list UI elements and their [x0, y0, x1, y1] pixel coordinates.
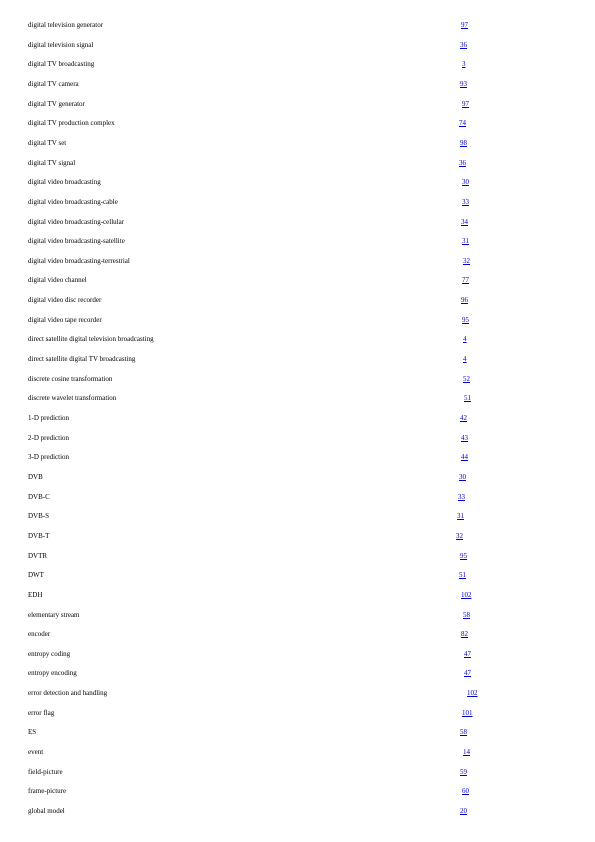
index-entry: [0, 786, 595, 800]
page-number-link[interactable]: 47: [464, 669, 471, 678]
page-number-link[interactable]: 58: [460, 728, 467, 737]
index-term: digital video tape recorder: [28, 315, 102, 324]
index-entry: [0, 708, 595, 722]
index-term: frame-picture: [28, 787, 67, 796]
index-term: digital TV broadcasting: [28, 60, 95, 69]
index-entry: [0, 629, 595, 643]
page-number-link[interactable]: 95: [462, 315, 469, 324]
index-entry: [0, 59, 595, 73]
page-number-link[interactable]: 43: [461, 433, 468, 442]
index-entry: [0, 256, 595, 270]
page-number-link[interactable]: 51: [464, 394, 471, 403]
page-number-link[interactable]: 32: [456, 531, 463, 540]
page-number-link[interactable]: 97: [461, 21, 468, 29]
page-number-link[interactable]: 30: [459, 472, 466, 481]
index-entry: [0, 236, 595, 250]
index-term: field-picture: [28, 767, 63, 776]
page-number-link[interactable]: 97: [462, 99, 469, 108]
index-entry: [0, 40, 595, 54]
page-number-link[interactable]: 36: [459, 158, 466, 167]
index-entry: [0, 767, 595, 781]
index-entry: [0, 413, 595, 427]
page-number-link[interactable]: 4: [463, 335, 467, 344]
index-entry: [0, 20, 595, 34]
page-number-link[interactable]: 34: [461, 217, 468, 226]
index-term: EDH: [28, 590, 43, 599]
page-number-link[interactable]: 32: [463, 256, 470, 265]
index-entry: [0, 747, 595, 761]
index-entry: [0, 610, 595, 624]
index-term: DVTR: [28, 551, 48, 560]
index-term: digital TV set: [28, 138, 67, 147]
index-term: DVB-T: [28, 531, 50, 540]
page-number-link[interactable]: 20: [460, 807, 467, 815]
index-entry: [0, 570, 595, 584]
page-number-link[interactable]: 102: [461, 590, 472, 599]
index-entry: [0, 727, 595, 741]
index-term: digital TV generator: [28, 99, 85, 108]
page-number-link[interactable]: 51: [459, 571, 466, 580]
index-term: digital video channel: [28, 276, 87, 285]
page-number-link[interactable]: 96: [461, 296, 468, 305]
page-number-link[interactable]: 47: [464, 649, 471, 658]
index-term: direct satellite digital television broadcasting: [28, 335, 154, 344]
index-term: digital TV production complex: [28, 119, 115, 128]
index-term: digital TV signal: [28, 158, 76, 167]
index-term: digital video broadcasting-satellite: [28, 237, 125, 246]
index-term: elementary stream: [28, 610, 80, 619]
index-term: error detection and handling: [28, 689, 108, 698]
index-entry: [0, 511, 595, 525]
page-number-link[interactable]: 58: [463, 610, 470, 619]
index-entry: [0, 531, 595, 545]
index-entry: [0, 315, 595, 329]
index-entry: [0, 354, 595, 368]
index-entry: [0, 158, 595, 172]
index-term: error flag: [28, 708, 55, 717]
index-entry: [0, 806, 595, 820]
page-number-link[interactable]: 30: [462, 178, 469, 187]
index-term: digital video broadcasting: [28, 178, 101, 187]
page-number-link[interactable]: 31: [462, 237, 469, 246]
index-term: global model: [28, 807, 65, 815]
index-entry: [0, 688, 595, 702]
index-entry: [0, 118, 595, 132]
page-number-link[interactable]: 36: [460, 40, 467, 49]
index-term: DWT: [28, 571, 44, 580]
index-entry: [0, 590, 595, 604]
index-term: DVB: [28, 472, 43, 481]
index-term: discrete wavelet transformation: [28, 394, 117, 403]
index-entry: [0, 472, 595, 486]
page-number-link[interactable]: 93: [460, 79, 467, 88]
index-entry: [0, 492, 595, 506]
page-number-link[interactable]: 74: [459, 119, 466, 128]
index-term: encoder: [28, 630, 51, 639]
index-term: digital television signal: [28, 40, 94, 49]
index-term: event: [28, 748, 44, 757]
index-entry: [0, 393, 595, 407]
index-entry: [0, 334, 595, 348]
index-term: entropy coding: [28, 649, 71, 658]
index-entry: [0, 138, 595, 152]
index-entry: [0, 79, 595, 93]
index-entry: [0, 99, 595, 113]
index-entry: [0, 177, 595, 191]
index-term: digital video disc recorder: [28, 296, 102, 305]
page-number-link[interactable]: 59: [460, 767, 467, 776]
index-term: 1-D prediction: [28, 414, 70, 422]
index-entry: [0, 217, 595, 231]
page-number-link[interactable]: 101: [462, 708, 473, 717]
page-number-link[interactable]: 102: [467, 689, 478, 698]
page-number-link[interactable]: 3: [462, 60, 466, 69]
page-number-link[interactable]: 95: [460, 551, 467, 560]
index-entry: [0, 275, 595, 289]
index-entry: [0, 295, 595, 309]
page-number-link[interactable]: 82: [461, 630, 468, 639]
index-entry: [0, 197, 595, 211]
index-entry: [0, 649, 595, 663]
index-term: 3-D prediction: [28, 453, 70, 462]
index-term: digital video broadcasting-terrestrial: [28, 256, 130, 265]
page-number-link[interactable]: 98: [460, 138, 467, 147]
index-term: digital TV camera: [28, 79, 79, 88]
index-entry: [0, 668, 595, 682]
index-entry: [0, 433, 595, 447]
page-number-link[interactable]: 33: [462, 197, 469, 206]
index-term: DVB-S: [28, 512, 50, 521]
page-number-link[interactable]: 31: [457, 512, 464, 521]
page-number-link[interactable]: 77: [462, 276, 469, 285]
index-term: direct satellite digital TV broadcasting: [28, 355, 136, 364]
index-entry: [0, 452, 595, 466]
page-number-link[interactable]: 4: [463, 355, 467, 364]
index-term: ES: [28, 728, 37, 737]
page-number-link[interactable]: 52: [463, 374, 470, 383]
page-number-link[interactable]: 42: [460, 414, 467, 422]
index-term: digital video broadcasting-cable: [28, 197, 118, 206]
index-term: digital video broadcasting-cellular: [28, 217, 125, 226]
index-term: 2-D prediction: [28, 433, 70, 442]
index-entry: [0, 374, 595, 388]
page-number-link[interactable]: 44: [461, 453, 468, 462]
page-number-link[interactable]: 60: [462, 787, 469, 796]
page-number-link[interactable]: 33: [458, 492, 465, 501]
index-term: DVB-C: [28, 492, 50, 501]
index-entry: [0, 551, 595, 565]
index-term: entropy encoding: [28, 669, 77, 678]
index-term: discrete cosine transformation: [28, 374, 113, 383]
index-term: digital television generator: [28, 21, 104, 29]
page-number-link[interactable]: 14: [463, 748, 470, 757]
